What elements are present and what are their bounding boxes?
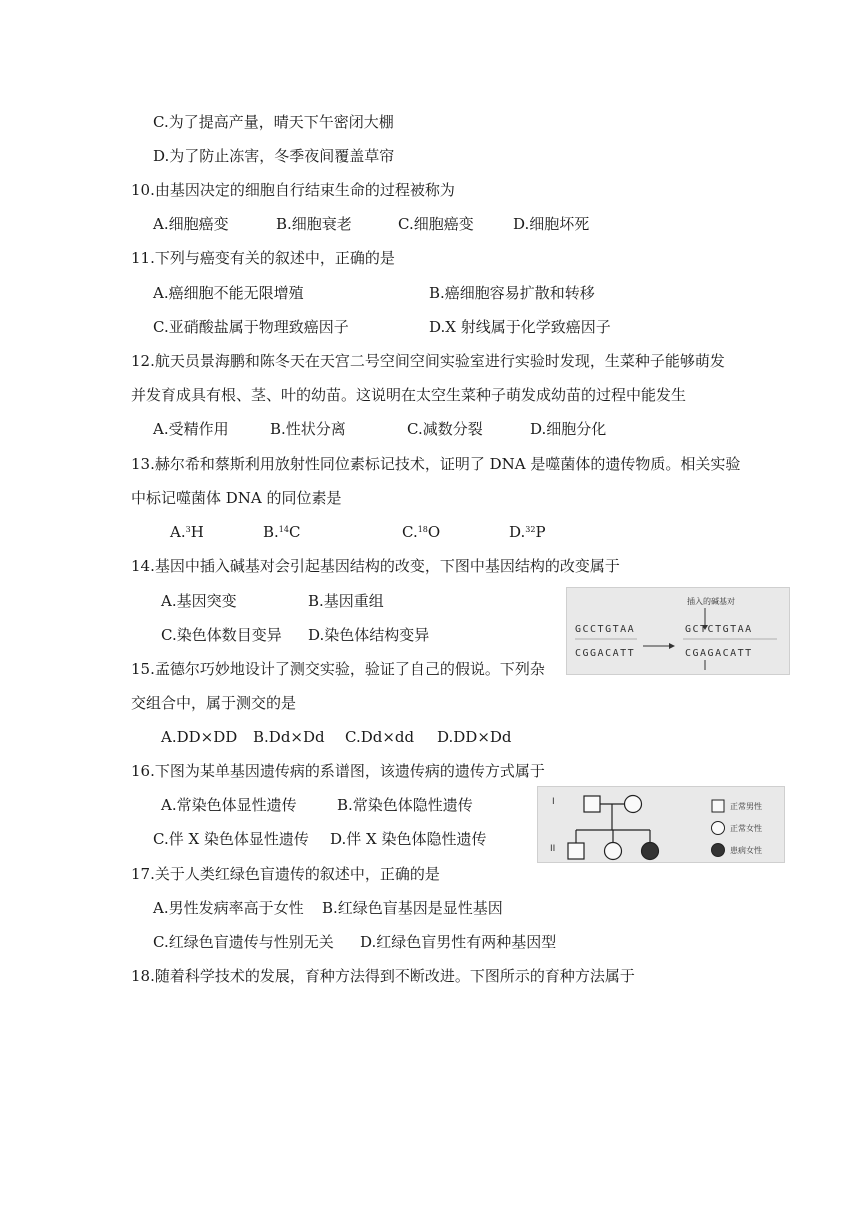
q13-d-symbol: P (535, 523, 546, 541)
pedigree-figure (537, 786, 785, 863)
q13-c-symbol: O (427, 523, 441, 541)
q13-c-mass: 18 (417, 525, 428, 534)
q13-stem-line2: 中标记噬菌体 DNA 的同位素是 (131, 489, 342, 507)
son-normal-male (568, 843, 584, 859)
father-normal-male (584, 796, 600, 812)
q11-option-d: D.X 射线属于化学致癌因子 (429, 318, 611, 336)
q13-b-prefix: B. (263, 523, 279, 541)
q13-b-mass: 14 (278, 525, 289, 534)
q12-option-d: D.细胞分化 (530, 420, 607, 438)
q15-stem-line2: 交组合中，属于测交的是 (131, 694, 297, 712)
q9-option-d: D.为了防止冻害，冬季夜间覆盖草帘 (153, 147, 395, 165)
mother-normal-female (625, 796, 642, 813)
legend-affected-female: 患病女性 (730, 846, 762, 855)
q10-option-b: B.细胞衰老 (276, 215, 352, 233)
left-strand-bottom: CGGACATT (575, 648, 636, 659)
q13-c-prefix: C. (402, 523, 418, 541)
q12-stem-line1: 12.航天员景海鹏和陈冬天在天宫二号空间空间实验室进行实验时发现，生菜种子能够萌发 (131, 352, 725, 370)
daughter-normal-female (605, 843, 622, 860)
q16-option-c: C.伴 X 染色体显性遗传 (153, 830, 309, 848)
q10-stem: 10.由基因决定的细胞自行结束生命的过程被称为 (131, 181, 455, 199)
q15-option-c: C.Dd×dd (345, 728, 415, 746)
legend-normal-female-symbol (712, 822, 725, 835)
q13-d-prefix: D. (509, 523, 526, 541)
legend-normal-male: 正常男性 (730, 802, 762, 811)
legend-normal-male-symbol (712, 800, 724, 812)
q16-option-a: A.常染色体显性遗传 (161, 796, 297, 814)
q13-stem-line1: 13.赫尔希和蔡斯利用放射性同位素标记技术，证明了 DNA 是噬菌体的遗传物质。相关实验 (131, 455, 741, 473)
q13-d-mass: 32 (525, 525, 536, 534)
q17-stem: 17.关于人类红绿色盲遗传的叙述中，正确的是 (131, 865, 440, 883)
q16-option-b: B.常染色体隐性遗传 (337, 796, 473, 814)
q13-b-symbol: C (288, 523, 301, 541)
q13-option-b (263, 522, 300, 542)
q16-stem: 16.下图为某单基因遗传病的系谱图，该遗传病的遗传方式属于 (131, 762, 545, 780)
q17-option-b: B.红绿色盲基因是显性基因 (322, 899, 503, 917)
q12-stem-line2: 并发育成具有根、茎、叶的幼苗。这说明在太空生菜种子萌发成幼苗的过程中能发生 (131, 386, 687, 404)
generation-2-label: II (550, 844, 556, 854)
q15-stem-line1: 15.孟德尔巧妙地设计了测交实验，验证了自己的假说。下列杂 (131, 660, 545, 678)
q11-option-c: C.亚硝酸盐属于物理致癌因子 (153, 318, 349, 336)
q17-option-d: D.红绿色盲男性有两种基因型 (360, 933, 557, 951)
q12-option-b: B.性状分离 (270, 420, 346, 438)
right-strand-bottom: CGAGACATT (685, 648, 753, 659)
q17-option-c: C.红绿色盲遗传与性别无关 (153, 933, 334, 951)
q15-option-b: B.Dd×Dd (253, 728, 325, 746)
q10-option-c: C.细胞癌变 (398, 215, 474, 233)
q15-option-d: D.DD×Dd (437, 728, 512, 746)
q13-a-symbol: H (190, 523, 204, 541)
q18-stem: 18.随着科学技术的发展，育种方法得到不断改进。下图所示的育种方法属于 (131, 967, 635, 985)
q11-stem: 11.下列与癌变有关的叙述中，正确的是 (131, 249, 395, 267)
q12-option-a: A.受精作用 (153, 420, 229, 438)
q13-a-prefix: A. (170, 523, 186, 541)
q13-option-c (402, 522, 440, 542)
q11-option-a: A.癌细胞不能无限增殖 (153, 284, 304, 302)
right-strand-top: GCTCTGTAA (685, 624, 753, 635)
q14-option-a: A.基因突变 (161, 592, 237, 610)
q9-option-c: C.为了提高产量，晴天下午密闭大棚 (153, 113, 394, 131)
q14-stem: 14.基因中插入碱基对会引起基因结构的改变，下图中基因结构的改变属于 (131, 557, 620, 575)
q16-option-d: D.伴 X 染色体隐性遗传 (330, 830, 487, 848)
q12-option-c: C.减数分裂 (407, 420, 483, 438)
legend-affected-female-symbol (712, 844, 725, 857)
q13-a-mass: 3 (185, 525, 191, 534)
q10-option-d: D.细胞坏死 (513, 215, 590, 233)
insertion-label: 插入的碱基对 (687, 597, 735, 606)
q14-option-c: C.染色体数目变异 (161, 626, 282, 644)
left-strand-top: GCCTGTAA (575, 624, 636, 635)
generation-1-label: I (552, 797, 555, 807)
q14-option-d: D.染色体结构变异 (308, 626, 430, 644)
legend-normal-female: 正常女性 (730, 824, 762, 833)
q15-option-a: A.DD×DD (161, 728, 238, 746)
q13-option-a (170, 522, 204, 542)
q11-option-b: B.癌细胞容易扩散和转移 (429, 284, 595, 302)
q13-option-d (509, 522, 546, 542)
dna-insertion-figure (566, 587, 790, 675)
daughter-affected-female (642, 843, 659, 860)
q17-option-a: A.男性发病率高于女性 (153, 899, 304, 917)
q10-option-a: A.细胞癌变 (153, 215, 229, 233)
q14-option-b: B.基因重组 (308, 592, 384, 610)
